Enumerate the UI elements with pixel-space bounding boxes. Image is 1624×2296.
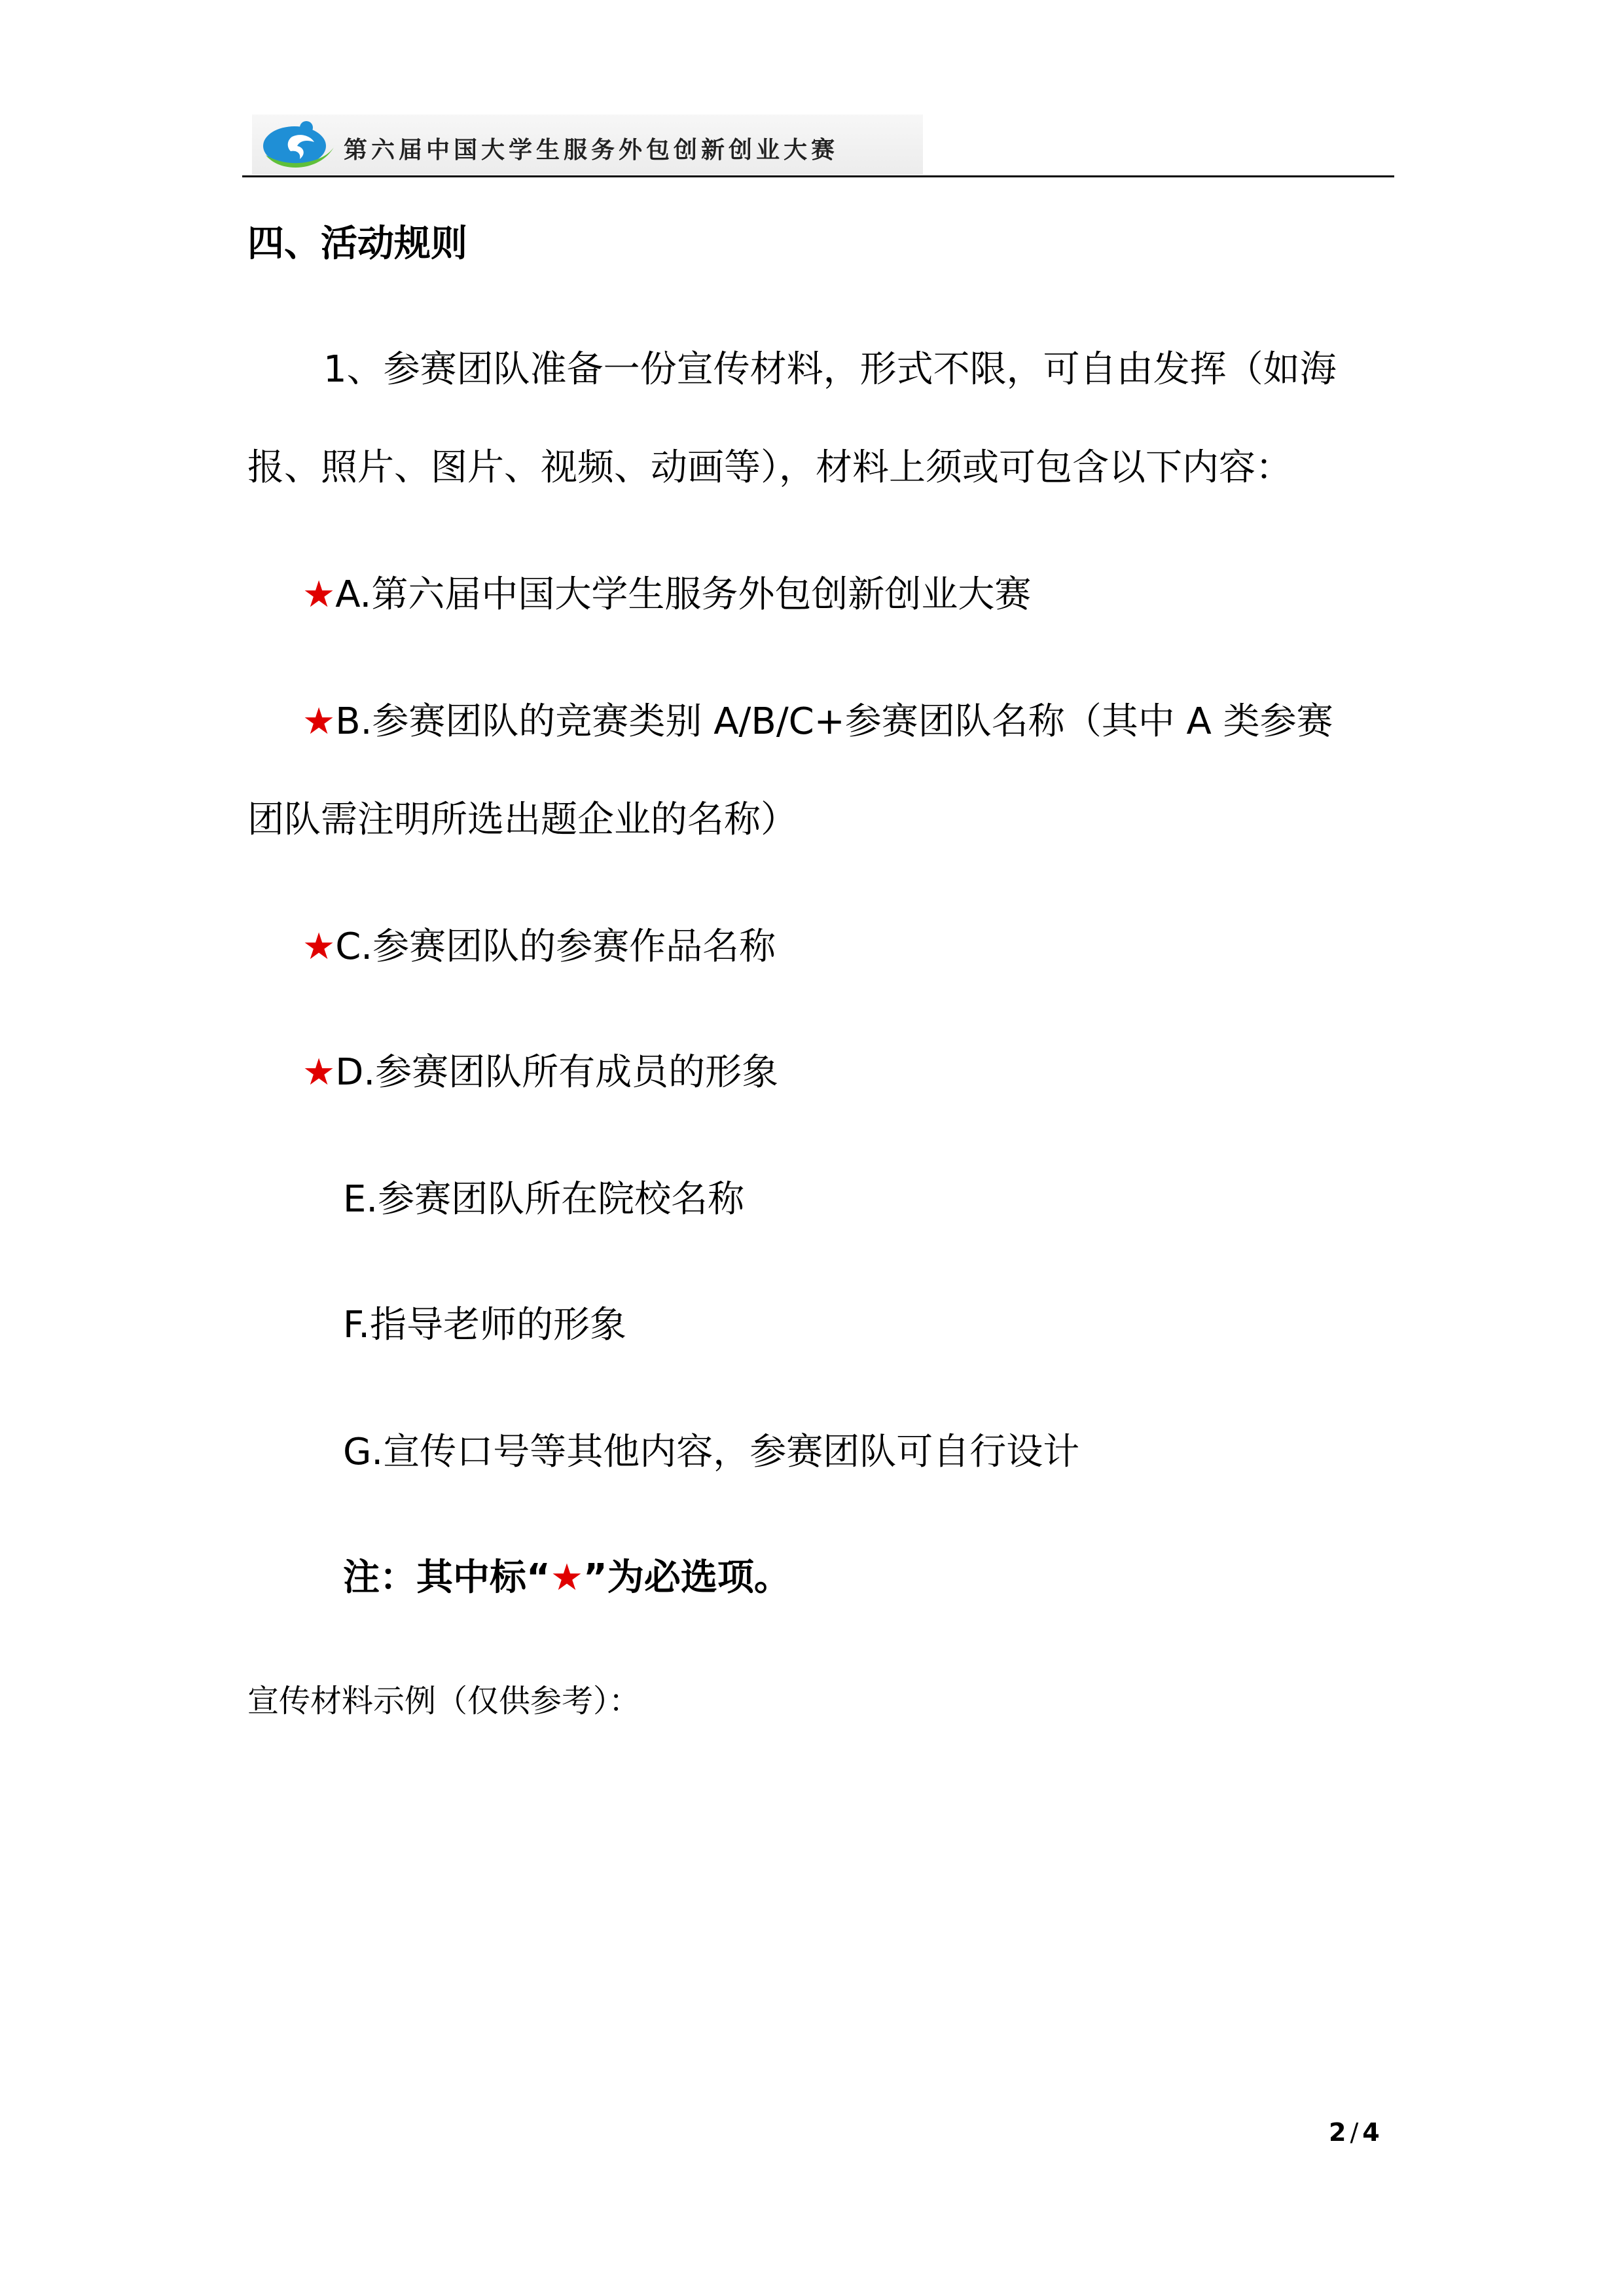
item-b-line2: 团队需注明所选出题企业的名称） <box>247 798 797 841</box>
required-star-icon: ★ <box>302 925 336 968</box>
competition-logo <box>261 117 338 172</box>
item-a-text: A.第六届中国大学生服务外包创新创业大赛 <box>335 573 1032 616</box>
item-c-text: C.参赛团队的参赛作品名称 <box>335 925 776 968</box>
required-star-icon: ★ <box>302 1051 336 1094</box>
header-divider <box>242 175 1394 177</box>
header-title: 第六届中国大学生服务外包创新创业大赛 <box>344 136 839 164</box>
page-current: 2 <box>1329 2118 1346 2147</box>
required-star-icon: ★ <box>302 573 336 616</box>
page-separator: / <box>1350 2118 1359 2147</box>
item-g: G.宣传口号等其他内容，参赛团队可自行设计 <box>343 1431 1080 1473</box>
item-d-text: D.参赛团队所有成员的形象 <box>335 1051 779 1094</box>
page-header <box>252 115 923 175</box>
item-b-text: B.参赛团队的竞赛类别 A/B/C+参赛团队名称（其中 A 类参赛 <box>335 700 1333 743</box>
note-suffix: ”为必选项。 <box>583 1556 791 1599</box>
section-heading: 四、活动规则 <box>247 223 467 265</box>
example-label: 宣传材料示例（仅供参考）： <box>247 1683 641 1719</box>
item-d <box>302 1043 778 1096</box>
rule1-line1: 1、参赛团队准备一份宣传材料，形式不限，可自由发挥（如海 <box>323 348 1337 391</box>
required-star-icon: ★ <box>302 700 336 743</box>
rule1-line2: 报、照片、图片、视频、动画等），材料上须或可包含以下内容： <box>247 446 1292 489</box>
note-prefix: 注：其中标“ <box>343 1556 550 1599</box>
page-total: 4 <box>1362 2118 1380 2147</box>
page-number <box>1329 2118 1380 2147</box>
item-c <box>302 918 776 970</box>
item-b-line1 <box>302 692 1333 745</box>
item-f: F.指导老师的形象 <box>343 1304 627 1346</box>
item-e: E.参赛团队所在院校名称 <box>343 1178 745 1221</box>
required-star-icon: ★ <box>550 1556 584 1599</box>
required-note <box>343 1549 791 1601</box>
item-a <box>302 565 1031 618</box>
